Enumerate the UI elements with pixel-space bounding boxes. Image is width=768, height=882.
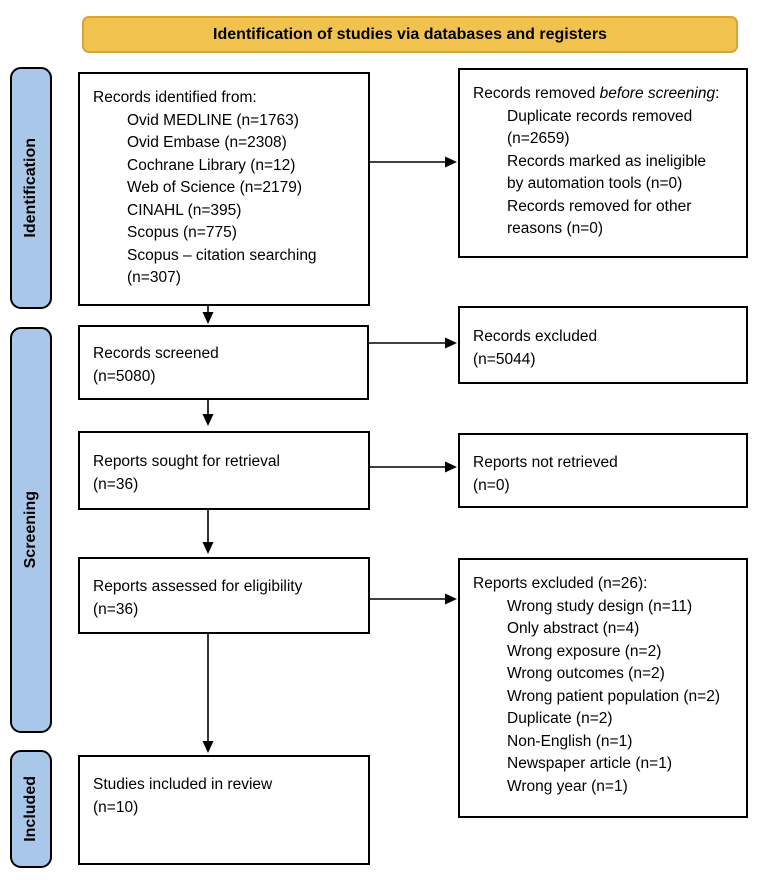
box-line1: Reports not retrieved — [473, 454, 618, 471]
list-item: Duplicate (n=2) — [507, 710, 613, 727]
box-records-removed — [458, 68, 748, 258]
source-list — [93, 110, 360, 290]
list-item: Only abstract (n=4) — [507, 620, 640, 637]
box-records-excluded — [458, 306, 748, 384]
list-item: Records marked as ineligible by automation tools (n=0) — [507, 152, 707, 192]
diagram-title: Identification of studies via databases and registers — [213, 25, 607, 43]
stage-bar-screening — [10, 327, 52, 733]
list-item: Newspaper article (n=1) — [507, 755, 672, 772]
box-intro: Records identified from: — [93, 89, 257, 106]
list-item: CINAHL (n=395) — [127, 201, 242, 219]
list-item: Records removed for other reasons (n=0) — [507, 197, 692, 237]
list-item: Non-English (n=1) — [507, 732, 633, 750]
box-reports-sought — [78, 431, 370, 510]
list-item: Wrong year (n=1) — [507, 777, 628, 795]
stage-label-screening: Screening — [22, 491, 39, 569]
box-reports-excluded — [458, 558, 748, 818]
list-item: Scopus – citation searching (n=307) — [127, 246, 317, 286]
box-line2: (n=10) — [93, 798, 139, 816]
stage-bar-identification — [10, 67, 52, 309]
list-item: Ovid Embase (n=2308) — [127, 134, 287, 151]
box-line1: Studies included in review — [93, 776, 273, 793]
box-line2: (n=5080) — [93, 367, 156, 385]
removal-list — [473, 106, 738, 241]
box-reports-not-retrieved — [458, 433, 748, 508]
list-item: Cochrane Library (n=12) — [127, 156, 296, 174]
stage-label-identification: Identification — [22, 138, 39, 238]
box-records-identified — [78, 72, 370, 306]
list-item: Duplicate records removed (n=2659) — [507, 107, 693, 147]
box-reports-assessed — [78, 557, 370, 634]
box-intro — [473, 83, 738, 106]
list-item: Wrong exposure (n=2) — [507, 642, 662, 660]
list-item: Ovid MEDLINE (n=1763) — [127, 111, 299, 129]
box-line1: Records excluded — [473, 328, 598, 345]
box-line1: Records screened — [93, 345, 219, 362]
box-studies-included — [78, 755, 370, 865]
list-item: Wrong outcomes (n=2) — [507, 665, 665, 682]
list-item: Wrong patient population (n=2) — [507, 687, 720, 705]
box-line2: (n=36) — [93, 475, 139, 493]
intro-prefix: Records removed — [473, 85, 600, 102]
list-item: Scopus (n=775) — [127, 224, 237, 241]
box-line2: (n=5044) — [473, 350, 536, 368]
box-line1: Reports sought for retrieval — [93, 453, 280, 470]
intro-italic: before screening — [599, 85, 716, 102]
list-item: Wrong study design (n=11) — [507, 597, 693, 615]
box-records-screened — [78, 325, 369, 400]
stage-label-included: Included — [22, 776, 39, 842]
box-line2: (n=36) — [93, 600, 139, 618]
box-intro: Reports excluded (n=26): — [473, 575, 648, 592]
exclusion-list — [473, 596, 738, 799]
box-line2: (n=0) — [473, 476, 510, 494]
stage-bar-included — [10, 750, 52, 868]
intro-suffix: : — [715, 85, 720, 102]
box-line1: Reports assessed for eligibility — [93, 578, 303, 595]
list-item: Web of Science (n=2179) — [127, 179, 303, 196]
diagram-title-banner — [82, 16, 738, 53]
